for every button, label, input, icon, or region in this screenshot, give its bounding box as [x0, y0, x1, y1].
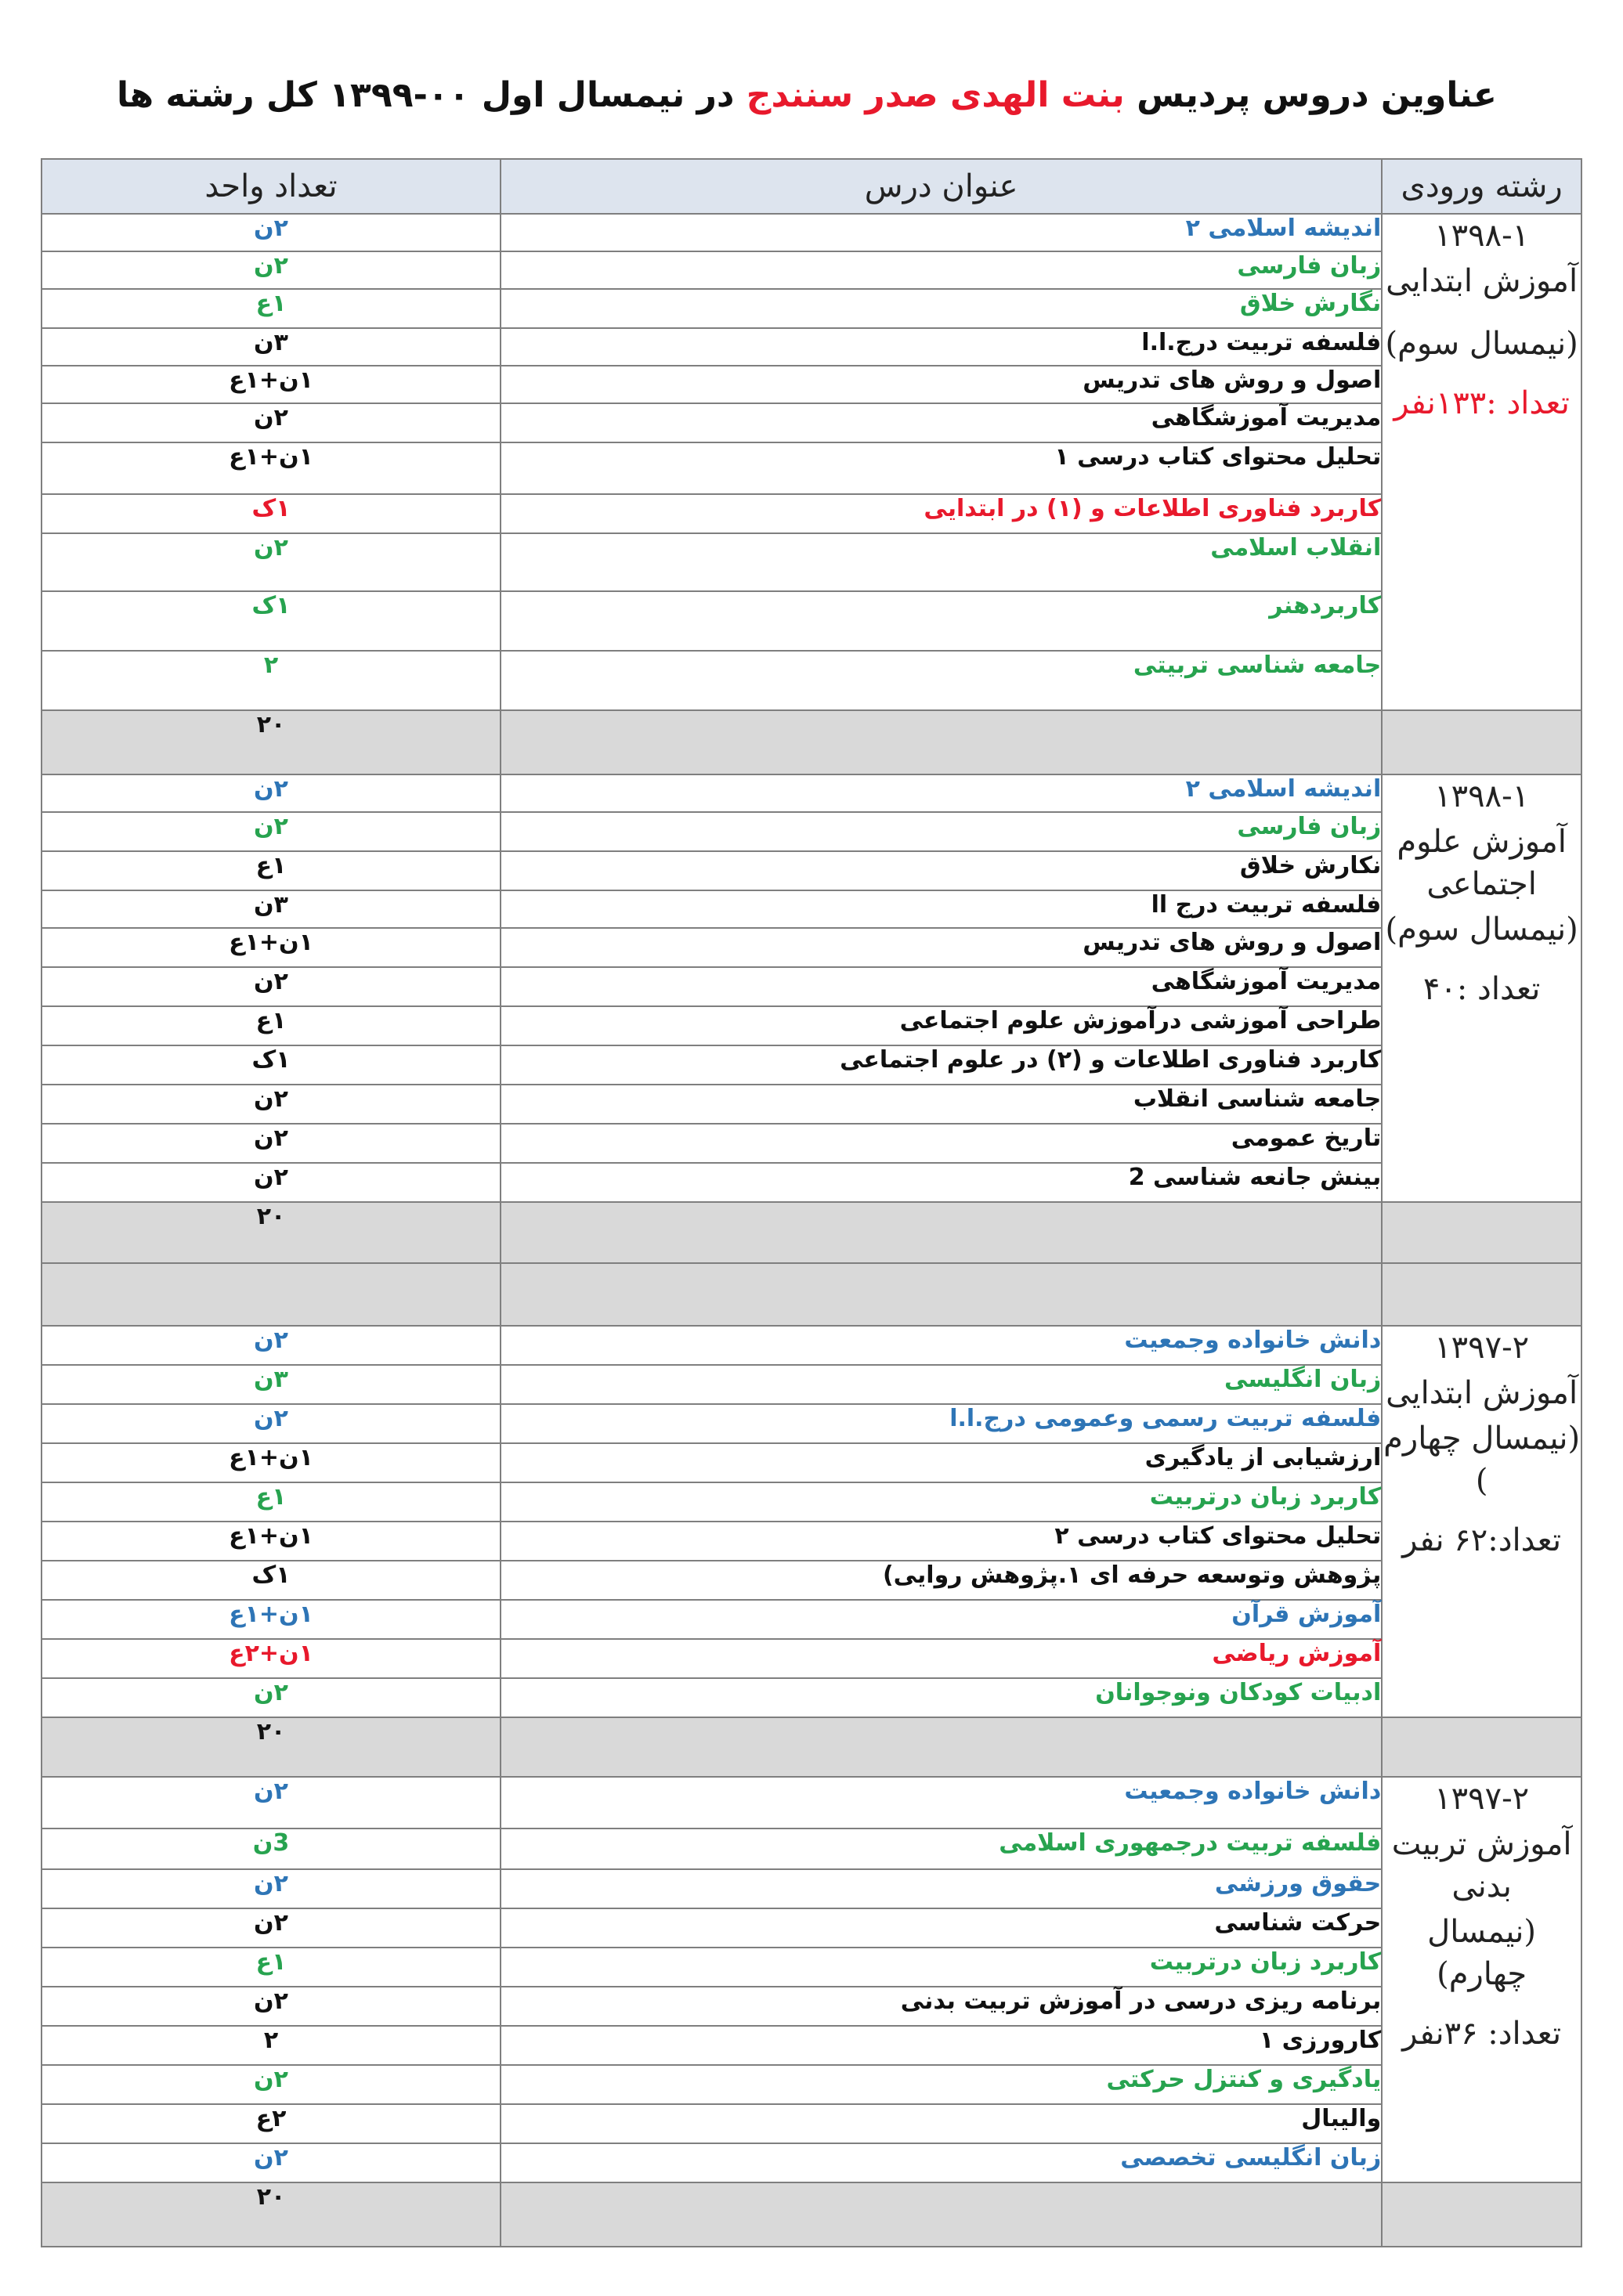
- course-units: ۲ن: [42, 1085, 501, 1124]
- total-row: [42, 1717, 1581, 1777]
- course-units: ۱ن+۱ع: [42, 442, 501, 494]
- major-cell: [1382, 1326, 1581, 1717]
- major-entry: ۱۳۹۷-۲: [1434, 1781, 1530, 1817]
- major-count: تعداد: ۳۶نفر: [1402, 2016, 1562, 2052]
- course-title: کارورزی ۱: [501, 2026, 1382, 2065]
- major-cell: [1382, 214, 1581, 710]
- course-row: [42, 1908, 1581, 1948]
- major-semester: (نیمسال چهارم): [1427, 1914, 1537, 1992]
- table-header-row: [42, 159, 1581, 214]
- course-row: [42, 289, 1581, 328]
- course-units: ۲ن: [42, 812, 501, 851]
- course-row: [42, 651, 1581, 710]
- course-units: ۱ک: [42, 1561, 501, 1600]
- course-title: کاربرد فناوری اطلاعات و (۲) در علوم اجتماعی: [501, 1045, 1382, 1085]
- course-units: ۲: [42, 2026, 501, 2065]
- course-row: [42, 1777, 1581, 1828]
- course-title: زبان فارسی: [501, 251, 1382, 289]
- course-row: [42, 533, 1581, 591]
- course-title: آموزش قرآن: [501, 1600, 1382, 1639]
- total-units: ۲۰: [42, 2182, 501, 2247]
- course-row: [42, 812, 1581, 851]
- total-empty-major: [1382, 2182, 1581, 2247]
- course-row: [42, 1163, 1581, 1202]
- course-title: جامعه شناسی انقلاب: [501, 1085, 1382, 1124]
- total-row: [42, 1202, 1581, 1263]
- course-title: دانش خانواده وجمعیت: [501, 1777, 1382, 1828]
- course-title: مدیریت آموزشگاهی: [501, 403, 1382, 442]
- course-row: [42, 1869, 1581, 1908]
- total-empty-major: [1382, 1717, 1581, 1777]
- total-units: ۲۰: [42, 710, 501, 774]
- course-units: ۲ن: [42, 214, 501, 251]
- total-units: ۲۰: [42, 1202, 501, 1263]
- course-title: طراحی آموزشی درآموزش علوم اجتماعی: [501, 1006, 1382, 1045]
- course-row: [42, 442, 1581, 494]
- total-empty-title: [501, 1202, 1382, 1263]
- course-title: اصول و روش های تدریس: [501, 366, 1382, 403]
- course-units: ۱ن+۱ع: [42, 928, 501, 967]
- course-title: کاربردهنر: [501, 591, 1382, 651]
- major-name: آموزش علوم اجتماعی: [1397, 824, 1567, 902]
- course-row: [42, 2143, 1581, 2182]
- course-title: ارزشیابی از یادگیری: [501, 1443, 1382, 1482]
- course-units: ۱ن+۲ع: [42, 1639, 501, 1678]
- course-units: ۲ن: [42, 1678, 501, 1717]
- course-row: [42, 366, 1581, 403]
- spacer-cell: [1382, 1263, 1581, 1326]
- major-name: آموزش ابتدایی: [1386, 1375, 1578, 1411]
- table-body: [42, 214, 1581, 2247]
- course-title: والیبال: [501, 2104, 1382, 2143]
- course-title: اندیشه اسلامی ۲: [501, 774, 1382, 812]
- course-row: [42, 1006, 1581, 1045]
- course-title: زبان فارسی: [501, 812, 1382, 851]
- course-title: حرکت شناسی: [501, 1908, 1382, 1948]
- course-units: ۲ن: [42, 251, 501, 289]
- major-entry: ۱۳۹۸-۱: [1434, 778, 1530, 814]
- course-row: [42, 251, 1581, 289]
- course-row: [42, 1326, 1581, 1365]
- course-row: [42, 214, 1581, 251]
- major-semester: (نیمسال سوم): [1385, 326, 1578, 362]
- course-row: [42, 967, 1581, 1006]
- course-units: ۲ن: [42, 774, 501, 812]
- course-row: [42, 890, 1581, 928]
- course-title: کاربرد زبان درتربیت: [501, 1482, 1382, 1522]
- course-title: زبان انگلیسی: [501, 1365, 1382, 1404]
- total-empty-title: [501, 1717, 1382, 1777]
- course-row: [42, 1045, 1581, 1085]
- course-units: ۲ن: [42, 2065, 501, 2104]
- course-row: [42, 1124, 1581, 1163]
- page-title: [94, 75, 1520, 115]
- course-title: حقوق ورزشی: [501, 1869, 1382, 1908]
- course-units: ۲ن: [42, 1869, 501, 1908]
- major-count: تعداد :۴۰: [1422, 971, 1541, 1007]
- course-units: ۲ن: [42, 1404, 501, 1443]
- course-title: پژوهش وتوسعه حرفه ای ۱.پژوهش روایی): [501, 1561, 1382, 1600]
- course-units: ۲ن: [42, 1326, 501, 1365]
- course-units: ۲ن: [42, 1908, 501, 1948]
- major-cell: [1382, 1777, 1581, 2182]
- course-title: اصول و روش های تدریس: [501, 928, 1382, 967]
- total-row: [42, 710, 1581, 774]
- header-major: رشته ورودی: [1382, 159, 1581, 214]
- course-units: ۲ع: [42, 2104, 501, 2143]
- spacer-cell: [42, 1263, 501, 1326]
- course-title: نگارش خلاق: [501, 289, 1382, 328]
- total-empty-title: [501, 2182, 1382, 2247]
- course-row: [42, 1404, 1581, 1443]
- major-cell: [1382, 774, 1581, 1202]
- total-empty-major: [1382, 710, 1581, 774]
- major-entry: ۱۳۹۷-۲: [1434, 1330, 1530, 1366]
- course-row: [42, 494, 1581, 533]
- course-title: نکارش خلاق: [501, 851, 1382, 890]
- course-units: ۲ن: [42, 1163, 501, 1202]
- course-units: ۱ک: [42, 1045, 501, 1085]
- course-row: [42, 928, 1581, 967]
- title-part1: عناوین دروس پردیس: [1124, 75, 1497, 115]
- course-units: ۱ک: [42, 591, 501, 651]
- course-units: 3ن: [42, 1828, 501, 1869]
- major-entry: ۱۳۹۸-۱: [1434, 218, 1530, 254]
- major-name: آموزش تربیت بدنی: [1391, 1826, 1572, 1904]
- course-title: دانش خانواده وجمعیت: [501, 1326, 1382, 1365]
- course-title: تاریخ عمومی: [501, 1124, 1382, 1163]
- spacer-cell: [501, 1263, 1382, 1326]
- total-empty-major: [1382, 1202, 1581, 1263]
- title-campus: بنت الهدی صدر سنندج: [746, 75, 1125, 115]
- course-units: ۱ع: [42, 851, 501, 890]
- course-row: [42, 1828, 1581, 1869]
- course-units: ۱ک: [42, 494, 501, 533]
- total-row: [42, 2182, 1581, 2247]
- course-row: [42, 1365, 1581, 1404]
- course-units: ۲ن: [42, 2143, 501, 2182]
- course-title: جامعه شناسی تربیتی: [501, 651, 1382, 710]
- course-title: کاربرد زبان درتربیت: [501, 1948, 1382, 1987]
- courses-table: [41, 158, 1582, 2247]
- course-title: ادبیات کودکان ونوجوانان: [501, 1678, 1382, 1717]
- major-semester: (نیمسال سوم): [1385, 912, 1578, 948]
- course-units: ۳ن: [42, 328, 501, 366]
- course-units: ۱ن+۱ع: [42, 366, 501, 403]
- course-units: ۲ن: [42, 403, 501, 442]
- course-row: [42, 1678, 1581, 1717]
- course-title: انقلاب اسلامی: [501, 533, 1382, 591]
- course-units: ۱ن+۱ع: [42, 1443, 501, 1482]
- course-units: ۱ع: [42, 1948, 501, 1987]
- major-count: تعداد:۶۲ نفر: [1402, 1522, 1562, 1558]
- course-row: [42, 1600, 1581, 1639]
- course-row: [42, 2026, 1581, 2065]
- course-row: [42, 1443, 1581, 1482]
- header-units: تعداد واحد: [42, 159, 501, 214]
- course-row: [42, 1085, 1581, 1124]
- course-title: مدیریت آموزشگاهی: [501, 967, 1382, 1006]
- course-row: [42, 2104, 1581, 2143]
- course-units: ۲ن: [42, 1124, 501, 1163]
- course-row: [42, 1948, 1581, 1987]
- course-title: فلسفه تربیت درجمهوری اسلامی: [501, 1828, 1382, 1869]
- course-units: ۱ن+۱ع: [42, 1522, 501, 1561]
- course-row: [42, 851, 1581, 890]
- course-units: ۱ن+۱ع: [42, 1600, 501, 1639]
- course-row: [42, 1561, 1581, 1600]
- course-units: ۲: [42, 651, 501, 710]
- course-title: فلسفه تربیت رسمی وعمومی درج.ا.ا: [501, 1404, 1382, 1443]
- course-units: ۲ن: [42, 1987, 501, 2026]
- course-row: [42, 328, 1581, 366]
- course-units: ۱ع: [42, 1006, 501, 1045]
- course-row: [42, 1482, 1581, 1522]
- course-row: [42, 1987, 1581, 2026]
- course-title: تحلیل محتوای کتاب درسی ۲: [501, 1522, 1382, 1561]
- title-part2: در نیمسال اول ۰۰-۱۳۹۹ کل رشته ها: [117, 75, 746, 115]
- course-title: آموزش ریاضی: [501, 1639, 1382, 1678]
- course-title: کاربرد فناوری اطلاعات و (۱) در ابتدایی: [501, 494, 1382, 533]
- course-units: ۲ن: [42, 967, 501, 1006]
- course-title: فلسفه تربیت درج.ا.ا: [501, 328, 1382, 366]
- course-title: بینش جانعه شناسی 2: [501, 1163, 1382, 1202]
- spacer-row: [42, 1263, 1581, 1326]
- course-row: [42, 1639, 1581, 1678]
- course-row: [42, 591, 1581, 651]
- course-units: ۲ن: [42, 533, 501, 591]
- major-name: آموزش ابتدایی: [1386, 263, 1578, 299]
- total-empty-title: [501, 710, 1382, 774]
- course-title: زبان انگلیسی تخصصی: [501, 2143, 1382, 2182]
- course-row: [42, 1522, 1581, 1561]
- course-units: ۱ع: [42, 1482, 501, 1522]
- course-title: یادگیری و کنتزل حرکتی: [501, 2065, 1382, 2104]
- course-units: ۳ن: [42, 890, 501, 928]
- major-semester: (نیمسال چهارم ): [1383, 1421, 1581, 1499]
- major-count: تعداد :۱۳۳نفر: [1393, 385, 1570, 421]
- header-course: عنوان درس: [501, 159, 1382, 214]
- course-row: [42, 403, 1581, 442]
- course-row: [42, 774, 1581, 812]
- course-units: ۳ن: [42, 1365, 501, 1404]
- course-title: برنامه ریزی درسی در آموزش تربیت بدنی: [501, 1987, 1382, 2026]
- course-units: ۲ن: [42, 1777, 501, 1828]
- course-units: ۱ع: [42, 289, 501, 328]
- total-units: ۲۰: [42, 1717, 501, 1777]
- course-title: فلسفه تربیت درج اا: [501, 890, 1382, 928]
- course-title: اندیشه اسلامی ۲: [501, 214, 1382, 251]
- course-row: [42, 2065, 1581, 2104]
- course-title: تحلیل محتوای کتاب درسی ۱: [501, 442, 1382, 494]
